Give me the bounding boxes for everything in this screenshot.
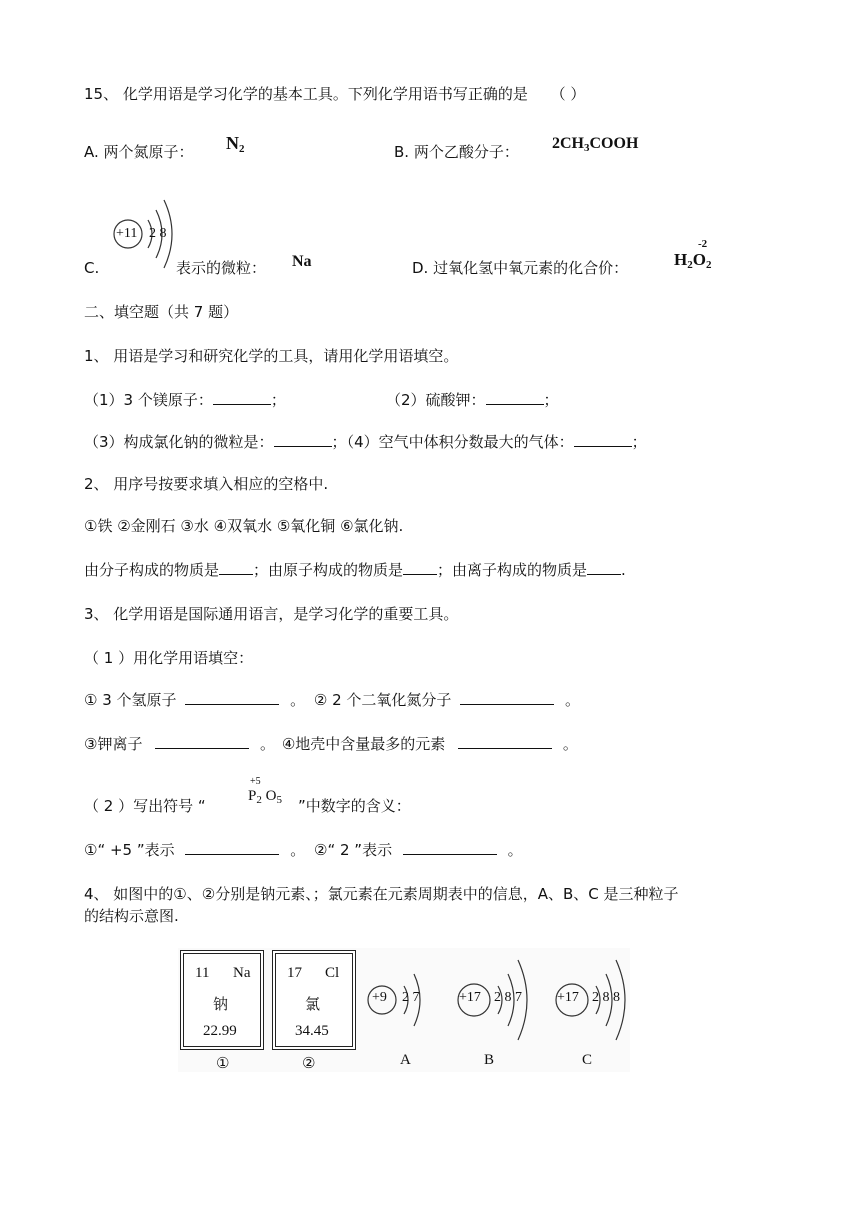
q1-part1 [84, 390, 286, 410]
q3-item-label: ③钾离子 [84, 735, 143, 753]
answer-blank[interactable] [486, 390, 544, 405]
answer-blank[interactable] [185, 690, 279, 705]
element-name: 钠 [213, 995, 229, 1013]
q1-part3-4 [84, 432, 647, 452]
q3-item-label: ① 3 个氢原子 [84, 691, 177, 709]
answer-blank[interactable] [403, 560, 437, 575]
formula-part: 2CH [552, 135, 584, 152]
formula-n: N [226, 133, 239, 153]
particle-a-shells: 2 7 [402, 990, 420, 1005]
formula-part: COOH [589, 135, 639, 152]
semicolon: ； [270, 391, 286, 409]
option-d-label: D. 过氧化氢中氧元素的化合价： [412, 259, 629, 277]
formula-sub: 3 [584, 142, 590, 154]
q2-stem: 2、 用序号按要求填入相应的空格中. [84, 475, 329, 493]
q1-stem: 1、 用语是学习和研究化学的工具，请用化学用语填空。 [84, 347, 459, 365]
sodium-caption: ① [216, 1054, 230, 1072]
particle-b-nucleus: +17 [459, 990, 481, 1005]
q4-stem-line2: 的结构示意图. [84, 907, 179, 925]
answer-blank[interactable] [403, 840, 497, 855]
option-d-valence: -2 [698, 238, 708, 250]
section-heading: 二、填空题（共 7 题） [84, 303, 239, 321]
q2-fill-label: 由分子构成的物质是 [84, 561, 220, 579]
q3-meaning-line [84, 840, 523, 860]
answer-blank[interactable] [155, 734, 249, 749]
element-symbol: Cl [325, 965, 340, 981]
atomic-number: 17 [287, 965, 302, 981]
answer-blank[interactable] [574, 432, 632, 447]
semicolon: ； [331, 433, 347, 451]
answer-blank[interactable] [587, 560, 621, 575]
formula-part: O [265, 788, 277, 804]
period: 。 [260, 735, 276, 753]
particle-b-caption: B [484, 1052, 495, 1068]
p2o5-valence: +5 [250, 776, 261, 787]
period: 。 [564, 691, 580, 709]
particle-c-shells: 2 8 8 [592, 990, 620, 1005]
q1-part3-label: （3）构成氯化钠的微粒是： [84, 433, 274, 451]
q3-meaning-label: ②“ 2 ”表示 [314, 841, 393, 859]
q4-figure [178, 948, 630, 1072]
option-c-text: 表示的微粒： [176, 259, 267, 277]
chlorine-caption: ② [302, 1054, 316, 1072]
atomic-mass: 22.99 [203, 1023, 237, 1039]
particle-c-nucleus: +17 [557, 990, 579, 1005]
q2-fill-label: ；由离子构成的物质是 [437, 561, 588, 579]
period: 。 [290, 691, 306, 709]
option-c-nucleus: +11 [116, 226, 138, 241]
q15-answer-paren: （ ） [550, 85, 586, 103]
q15-stem-text: 15、 化学用语是学习化学的基本工具。下列化学用语书写正确的是 [84, 85, 528, 103]
sodium-element-card [180, 950, 264, 1050]
answer-blank[interactable] [219, 560, 253, 575]
element-name: 氯 [305, 995, 321, 1013]
answer-blank[interactable] [458, 734, 552, 749]
q15-stem [84, 84, 585, 104]
particle-b-shells: 2 8 7 [494, 990, 522, 1005]
q3-stem: 3、 化学用语是国际通用语言，是学习化学的重要工具。 [84, 605, 459, 623]
element-symbol: Na [233, 965, 251, 981]
q3-meaning-label: ①“ +5 ”表示 [84, 841, 175, 859]
particle-a-caption: A [400, 1052, 411, 1068]
q3-items-3-4 [84, 734, 578, 754]
formula-sub: 2 [239, 143, 245, 155]
option-a-formula [226, 133, 245, 159]
period: 。 [290, 841, 306, 859]
q3-part2-tail: ”中数字的含义： [298, 797, 411, 815]
q1-part4-label: （4）空气中体积分数最大的气体： [346, 433, 574, 451]
q15-option-b [394, 142, 519, 162]
formula-part: O [692, 250, 706, 269]
formula-sub: 2 [687, 259, 693, 271]
option-d-formula [674, 250, 711, 275]
particle-a-nucleus: +9 [372, 990, 387, 1005]
option-c-formula: Na [292, 253, 312, 270]
answer-blank[interactable] [274, 432, 332, 447]
q2-fill-label: ；由原子构成的物质是 [253, 561, 404, 579]
q15-option-a [84, 142, 194, 162]
option-b-formula [552, 134, 638, 158]
q2-fill-line [84, 560, 626, 580]
period: 。 [562, 735, 578, 753]
option-b-label: B. 两个乙酸分子： [394, 143, 519, 161]
q2-options: ①铁 ②金刚石 ③水 ④双氧水 ⑤氧化铜 ⑥氯化钠. [84, 517, 404, 535]
p2o5-formula [248, 786, 282, 810]
particle-c-caption: C [582, 1052, 593, 1068]
answer-blank[interactable] [213, 390, 271, 405]
q3-item-label: ④地壳中含量最多的元素 [281, 735, 446, 753]
formula-part: H [674, 250, 688, 269]
q4-stem-line1: 4、 如图中的①、②分别是钠元素、；氯元素在元素周期表中的信息，A、B、C 是三种粒子 [84, 885, 679, 903]
option-c-shell-numbers: 2 8 [149, 226, 167, 241]
period: 。 [507, 841, 523, 859]
chlorine-element-card [272, 950, 356, 1050]
formula-part: P [248, 788, 257, 804]
option-a-label: A. 两个氮原子： [84, 143, 194, 161]
q3-part2-label: （ 2 ）写出符号 “ [84, 797, 206, 815]
q3-item-label: ② 2 个二氧化氮分子 [313, 691, 452, 709]
formula-sub: 5 [276, 794, 282, 806]
q3-items-1-2 [84, 690, 580, 710]
semicolon: ； [543, 391, 559, 409]
answer-blank[interactable] [185, 840, 279, 855]
answer-blank[interactable] [460, 690, 554, 705]
semicolon: ； [631, 433, 647, 451]
atomic-number: 11 [195, 965, 210, 981]
atomic-mass: 34.45 [295, 1023, 329, 1039]
q1-part2 [386, 390, 559, 410]
formula-sub: 2 [705, 259, 712, 271]
period: . [621, 561, 626, 579]
q1-part1-label: （1）3 个镁原子： [84, 391, 213, 409]
q1-part2-label: （2）硫酸钾： [386, 391, 486, 409]
formula-sub: 2 [256, 794, 262, 806]
option-c-label: C. [84, 259, 100, 277]
q3-part1: （ 1 ）用化学用语填空： [84, 649, 254, 667]
